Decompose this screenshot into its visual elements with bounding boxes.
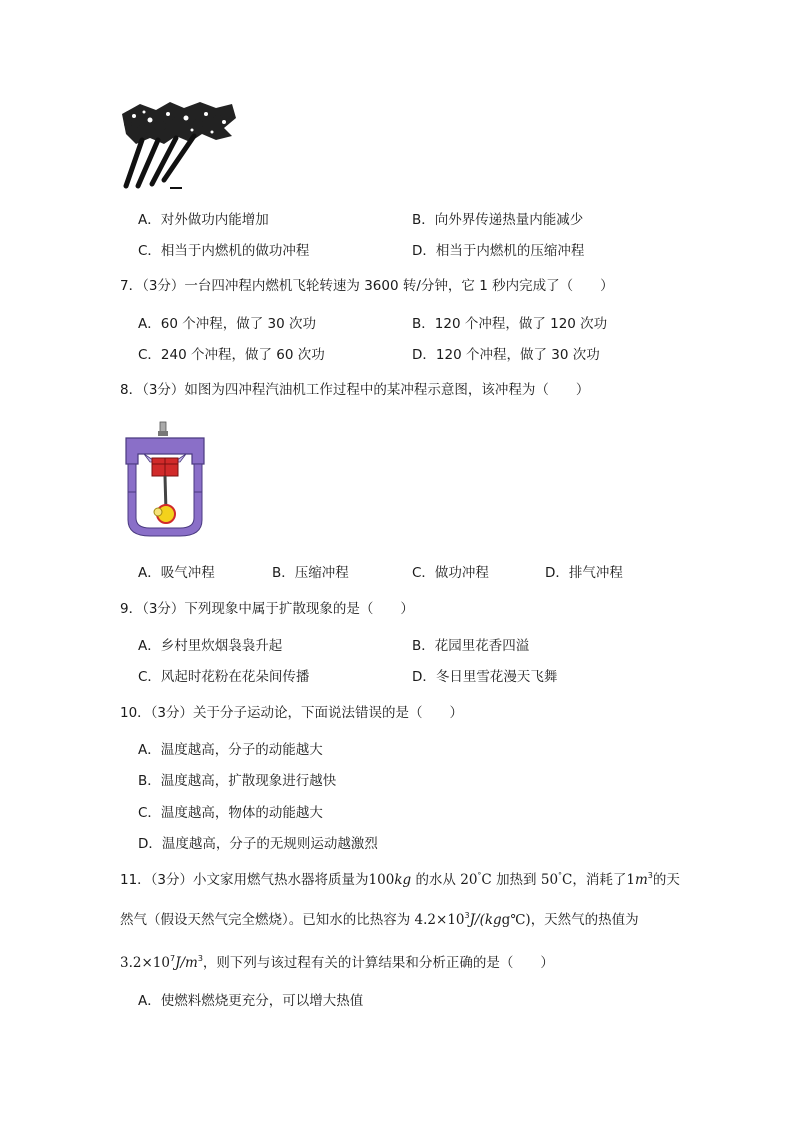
q7-option-d: D．120 个冲程，做了 30 次功 — [412, 347, 600, 363]
q9-stem: 9．（3分）下列现象中属于扩散现象的是（ ） — [120, 601, 414, 617]
q11-line-1: 11．（3分）小文家用燃气热水器将质量为100kg 的水从 20°C 加热到 50°C，消耗了$1m^3$的天 — [120, 871, 680, 888]
q6-option-d: D．相当于内燃机的压缩冲程 — [412, 243, 585, 259]
q9-option-d: D．冬日里雪花漫天飞舞 — [412, 669, 558, 685]
q11-option-a: A．使燃料燃烧更充分，可以增大热值 — [138, 993, 364, 1009]
q11-mass: 100 — [368, 872, 395, 888]
q8-option-c: C．做功冲程 — [412, 565, 489, 581]
q10-option-b: B．温度越高，扩散现象进行越快 — [138, 773, 337, 789]
q8-option-b: B．压缩冲程 — [272, 565, 349, 581]
q6-option-b: B．向外界传递热量内能减少 — [412, 212, 584, 228]
q7-stem: 7．（3分）一台四冲程内燃机飞轮转速为 3600 转/分钟，它 1 秒内完成了（ ） — [120, 278, 614, 294]
q7-option-b: B．120 个冲程，做了 120 次功 — [412, 316, 608, 332]
q11-line-3: $3.2\times 10^7J/m^3$，则下列与该过程有关的计算结果和分析正确的是（ ） — [120, 954, 554, 971]
q11-line-2: 然气（假设天然气完全燃烧）。已知水的比热容为 $4.2\times 10^3J/(kgg℃)$，天然气的热值为 — [120, 911, 639, 928]
q8-option-a: A．吸气冲程 — [138, 565, 215, 581]
q10-option-c: C．温度越高，物体的动能越大 — [138, 805, 323, 821]
q9-option-b: B．花园里花香四溢 — [412, 638, 530, 654]
q8-option-d: D．排气冲程 — [545, 565, 623, 581]
q6-option-a: A．对外做功内能增加 — [138, 212, 269, 228]
q11-t1: 20 — [460, 872, 478, 888]
q10-stem: 10．（3分）关于分子运动论，下面说法错误的是（ ） — [120, 705, 464, 721]
q10-option-d: D．温度越高，分子的无规则运动越激烈 — [138, 836, 378, 852]
q6-option-c: C．相当于内燃机的做功冲程 — [138, 243, 310, 259]
q11-specific-heat: 4.2×10 — [414, 912, 465, 928]
q9-option-c: C．风起时花粉在花朵间传播 — [138, 669, 310, 685]
engine-cylinder-figure — [122, 420, 208, 540]
q11-heat-value: 3.2×10 — [120, 955, 170, 971]
q9-option-a: A．乡村里炊烟袅袅升起 — [138, 638, 283, 654]
q7-option-a: A．60 个冲程，做了 30 次功 — [138, 316, 316, 332]
spray-figure — [120, 100, 238, 192]
q7-option-c: C．240 个冲程，做了 60 次功 — [138, 347, 325, 363]
q11-t2: 50 — [540, 872, 559, 888]
q8-stem: 8．（3分）如图为四冲程汽油机工作过程中的某冲程示意图，该冲程为（ ） — [120, 382, 590, 398]
q10-option-a: A．温度越高，分子的动能越大 — [138, 742, 323, 758]
